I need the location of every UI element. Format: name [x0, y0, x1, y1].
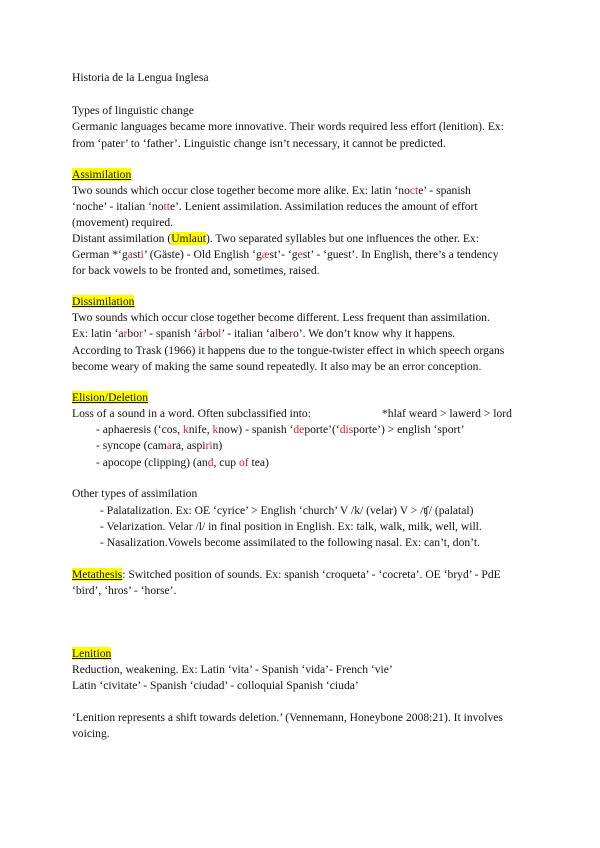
assimilation-line-3: (movement) required. — [72, 216, 174, 229]
assimilation-line-5: German *‘gasti’ (Gäste) - Old English ‘gæst’- ‘gest’ - ‘guest’. In English, there’s a tendency — [72, 248, 499, 261]
assimilation-heading-text: Assimilation — [72, 168, 132, 181]
other-item-velarization: - Velarization. Velar /l/ in final position in English. Ex: talk, walk, milk, well, will. — [100, 520, 482, 533]
elision-heading-text: Elision/Deletion — [72, 391, 148, 404]
lenition-heading — [72, 646, 111, 662]
lenition-line-4: voicing. — [72, 727, 110, 740]
lenition-heading-text: Lenition — [72, 647, 112, 660]
elision-line-1-right: *hlaf weard > lawerd > lord — [382, 407, 512, 420]
dissimilation-heading-text: Dissimilation — [72, 295, 135, 308]
other-heading: Other types of assimilation — [72, 487, 198, 500]
types-line-1: Germanic languages became more innovative. Their words required less effort (lenition). Ex: — [72, 120, 504, 133]
elision-bullet-3: - apocope (clipping) (and, cup of tea) — [96, 456, 269, 469]
metathesis-line-2: ‘bird’, ‘hros’ - ‘horse’. — [72, 584, 177, 597]
dissimilation-heading — [72, 294, 134, 310]
metathesis-heading: Metathesis — [72, 568, 123, 581]
dissimilation-line-3: According to Trask (1966) it happens due to the tongue-twister effect in which speech organs — [72, 344, 505, 357]
other-item-nasalization: - Nasalization.Vowels become assimilated to the following nasal. Ex: can’t, don’t. — [100, 536, 480, 549]
metathesis-line-1: Metathesis: Switched position of sounds. Ex: spanish ‘croqueta’ - ‘cocreta’. OE ‘bryd’ - PdE — [72, 568, 501, 581]
assimilation-heading — [72, 167, 131, 183]
assimilation-line-1: Two sounds which occur close together become more alike. Ex: latin ‘nocte’ - spanish — [72, 184, 471, 197]
lenition-line-3: ‘Lenition represents a shift towards deletion.’ (Vennemann, Honeybone 2008:21). It involves — [72, 711, 503, 724]
lenition-line-1: Reduction, weakening. Ex: Latin ‘vita’ - Spanish ‘vida’- French ‘vie’ — [72, 663, 393, 676]
assimilation-line-4: Distant assimilation (Umlaut). Two separated syllables but one influences the other. Ex: — [72, 232, 479, 245]
assimilation-line-2: ‘noche’ - italian ‘notte’. Lenient assimilation. Assimilation reduces the amount of effort — [72, 200, 478, 213]
other-item-palatalization: - Palatalization. Ex: OE ‘cyrice’ > English ‘church’ V /k/ (velar) V > /ʧ/ (palatal) — [100, 504, 474, 517]
elision-line-1: Loss of a sound in a word. Often subclassified into: — [72, 407, 311, 420]
elision-bullet-1: - aphaeresis (‘cos, knife, know) - spanish ‘deporte’(‘disporte’) > english ‘sport’ — [96, 423, 465, 436]
dissimilation-line-2: Ex: latin ‘arbor’ - spanish ‘árbol’ - italian ‘albero’. We don’t know why it happens. — [72, 327, 456, 340]
dissimilation-line-4: become weary of making the same sound repeatedly. It also may be an error conception. — [72, 360, 482, 373]
elision-heading — [72, 390, 148, 406]
types-line-2: from ‘pater’ to ‘father’. Linguistic change isn’t necessary, it cannot be predicted. — [72, 137, 446, 150]
umlaut-highlight: Umlaut — [171, 232, 206, 245]
types-heading: Types of linguistic change — [72, 104, 194, 117]
document-title: Historia de la Lengua Inglesa — [72, 71, 209, 84]
assimilation-line-6: for back vowels to be fronted and, sometimes, raised. — [72, 264, 320, 277]
elision-bullet-2: - syncope (camara, aspirin) — [96, 439, 223, 452]
lenition-line-2: Latin ‘civitate’ - Spanish ‘ciudad’ - colloquial Spanish ‘ciuda’ — [72, 679, 359, 692]
dissimilation-line-1: Two sounds which occur close together become different. Less frequent than assimilation. — [72, 311, 490, 324]
